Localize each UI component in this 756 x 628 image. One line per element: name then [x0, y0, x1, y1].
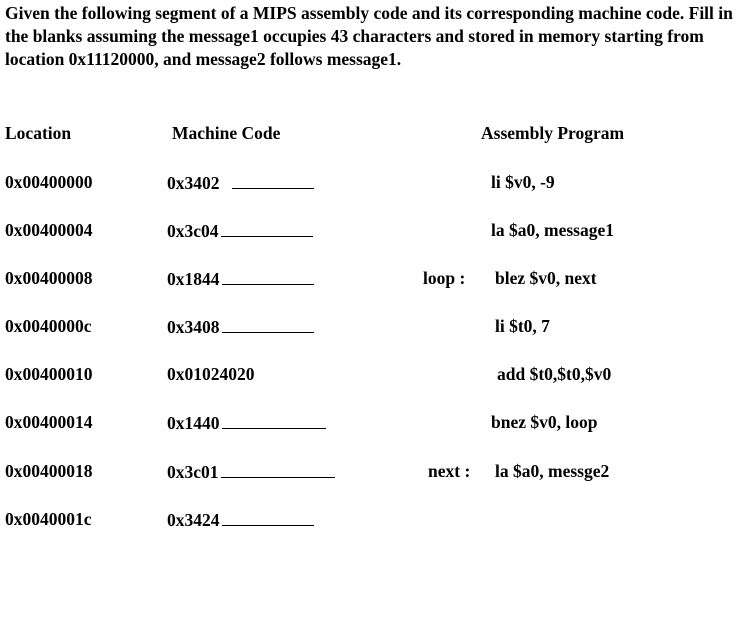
- assembly-cell: li $t0, 7: [495, 316, 550, 336]
- machine-code-cell: 0x3402: [167, 170, 314, 195]
- location-cell: 0x00400014: [5, 412, 93, 432]
- answer-blank[interactable]: [232, 170, 314, 189]
- table-row: [0, 266, 756, 290]
- table-row: [0, 362, 756, 386]
- machine-code-cell: 0x1440: [167, 410, 326, 435]
- machine-code-cell: 0x3424: [167, 507, 314, 532]
- assembly-cell: bnez $v0, loop: [491, 412, 598, 432]
- answer-blank[interactable]: [221, 218, 313, 237]
- machine-code-cell: 0x1844: [167, 266, 314, 291]
- table-row: [0, 507, 756, 531]
- label-cell: next :: [428, 461, 471, 481]
- table-row: [0, 218, 756, 242]
- machine-code-cell: 0x3c04: [167, 218, 313, 243]
- location-cell: 0x0040000c: [5, 316, 92, 336]
- label-cell: loop :: [423, 268, 466, 288]
- location-cell: 0x00400008: [5, 268, 93, 288]
- location-cell: 0x0040001c: [5, 509, 92, 529]
- location-cell: 0x00400018: [5, 461, 93, 481]
- machine-code-cell: 0x3c01: [167, 459, 335, 484]
- header-machine-code: Machine Code: [172, 123, 281, 143]
- assembly-cell: la $a0, messge2: [495, 461, 610, 481]
- location-cell: 0x00400004: [5, 220, 93, 240]
- answer-blank[interactable]: [222, 507, 314, 526]
- assembly-cell: add $t0,$t0,$v0: [497, 364, 612, 384]
- table-row: [0, 410, 756, 434]
- machine-code-cell: 0x3408: [167, 314, 314, 339]
- table-row: [0, 314, 756, 338]
- answer-blank[interactable]: [222, 266, 314, 285]
- assembly-cell: la $a0, message1: [491, 220, 614, 240]
- machine-code-cell: 0x01024020: [167, 364, 255, 384]
- table-row: [0, 459, 756, 483]
- assembly-cell: li $v0, -9: [491, 172, 555, 192]
- header-assembly-program: Assembly Program: [481, 123, 625, 143]
- table-row: [0, 170, 756, 194]
- answer-blank[interactable]: [222, 410, 326, 429]
- location-cell: 0x00400000: [5, 172, 93, 192]
- location-cell: 0x00400010: [5, 364, 93, 384]
- answer-blank[interactable]: [222, 314, 314, 333]
- problem-statement: Given the following segment of a MIPS assembly code and its corresponding machine code. Fill in the blanks assuming the message1 occupies 43 characters and stored in memory starting from location 0x11120000, and message2 follows message1.: [5, 3, 733, 69]
- assembly-cell: blez $v0, next: [495, 268, 597, 288]
- header-location: Location: [5, 123, 72, 143]
- answer-blank[interactable]: [221, 459, 335, 478]
